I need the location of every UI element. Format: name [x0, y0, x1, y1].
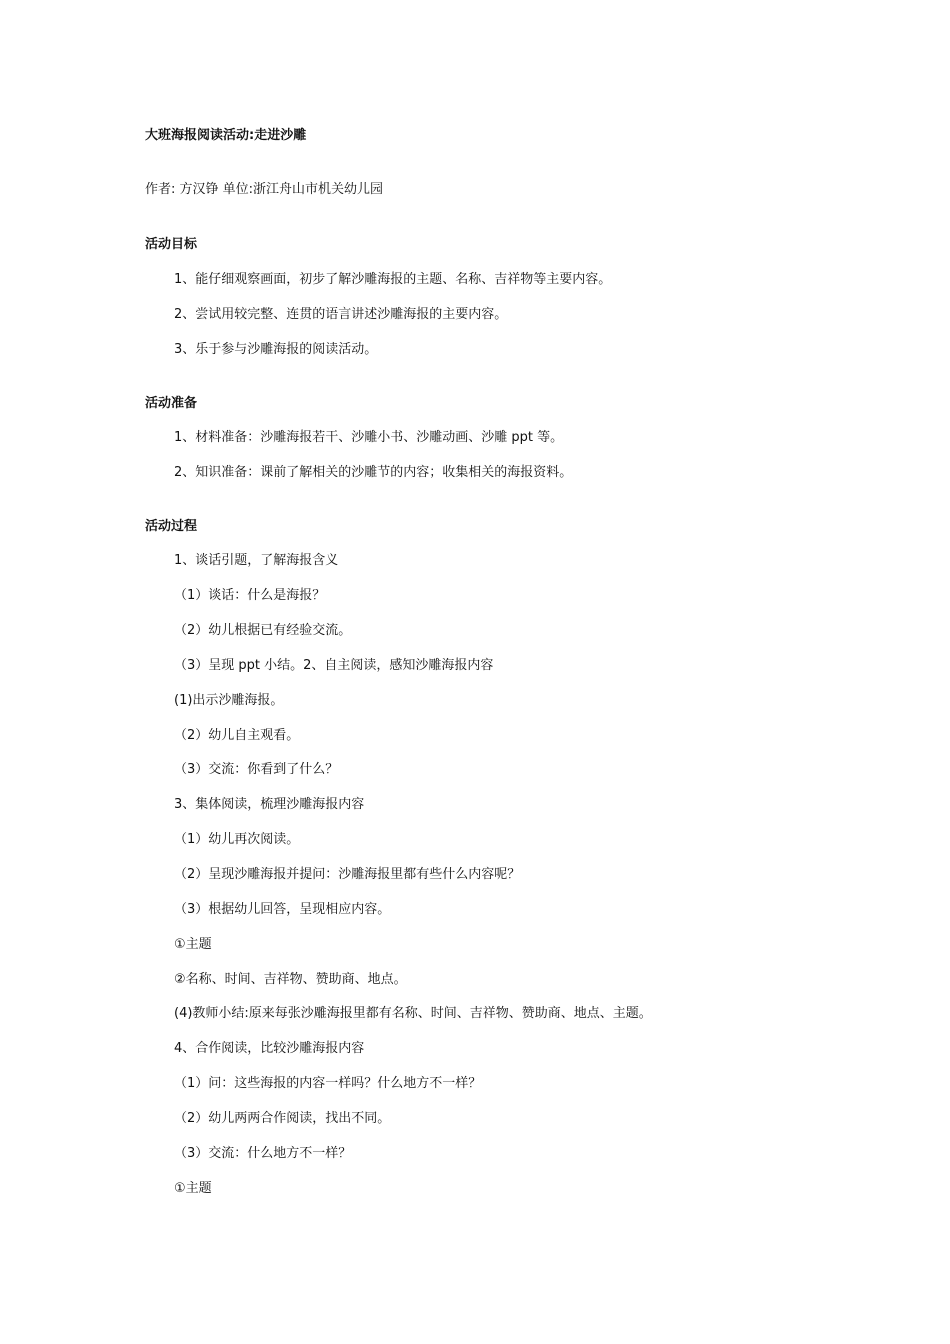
process-line: （1）问：这些海报的内容一样吗？什么地方不一样？	[174, 1076, 482, 1091]
process-line: （3）交流：你看到了什么？	[174, 762, 339, 777]
process-line: （2）幼儿自主观看。	[174, 728, 300, 743]
section-heading-goals: 活动目标	[145, 237, 198, 252]
prep-item: 2、知识准备：课前了解相关的沙雕节的内容；收集相关的海报资料。	[174, 465, 573, 480]
section-heading-prep: 活动准备	[145, 396, 198, 411]
section-heading-process: 活动过程	[145, 519, 198, 534]
process-line: （3）根据幼儿回答，呈现相应内容。	[174, 902, 391, 917]
process-line: （2）呈现沙雕海报并提问：沙雕海报里都有些什么内容呢？	[174, 867, 521, 882]
process-line: (4)教师小结:原来每张沙雕海报里都有名称、时间、吉祥物、赞助商、地点、主题。	[174, 1006, 652, 1021]
process-line: (1)出示沙雕海报。	[174, 693, 284, 708]
process-line: （2）幼儿两两合作阅读，找出不同。	[174, 1111, 391, 1126]
goal-item: 1、能仔细观察画面，初步了解沙雕海报的主题、名称、吉祥物等主要内容。	[174, 272, 612, 287]
goal-item: 2、尝试用较完整、连贯的语言讲述沙雕海报的主要内容。	[174, 307, 508, 322]
process-line: ①主题	[174, 1181, 212, 1196]
author-line: 作者: 方汉铮 单位:浙江舟山市机关幼儿园	[145, 182, 384, 197]
process-line: ②名称、时间、吉祥物、赞助商、地点。	[174, 972, 407, 987]
goal-item: 3、乐于参与沙雕海报的阅读活动。	[174, 342, 378, 357]
process-line: ①主题	[174, 937, 212, 952]
prep-item: 1、材料准备：沙雕海报若干、沙雕小书、沙雕动画、沙雕 ppt 等。	[174, 430, 564, 445]
document-title: 大班海报阅读活动:走进沙雕	[145, 128, 307, 143]
process-line: 1、谈话引题，了解海报含义	[174, 553, 339, 568]
process-line: 4、合作阅读，比较沙雕海报内容	[174, 1041, 365, 1056]
process-line: （1）幼儿再次阅读。	[174, 832, 300, 847]
process-line: （2）幼儿根据已有经验交流。	[174, 623, 352, 638]
process-line: （3）交流：什么地方不一样？	[174, 1146, 352, 1161]
process-line: 3、集体阅读，梳理沙雕海报内容	[174, 797, 365, 812]
process-line: （1）谈话：什么是海报？	[174, 588, 326, 603]
process-line: （3）呈现 ppt 小结。2、自主阅读，感知沙雕海报内容	[174, 658, 494, 673]
